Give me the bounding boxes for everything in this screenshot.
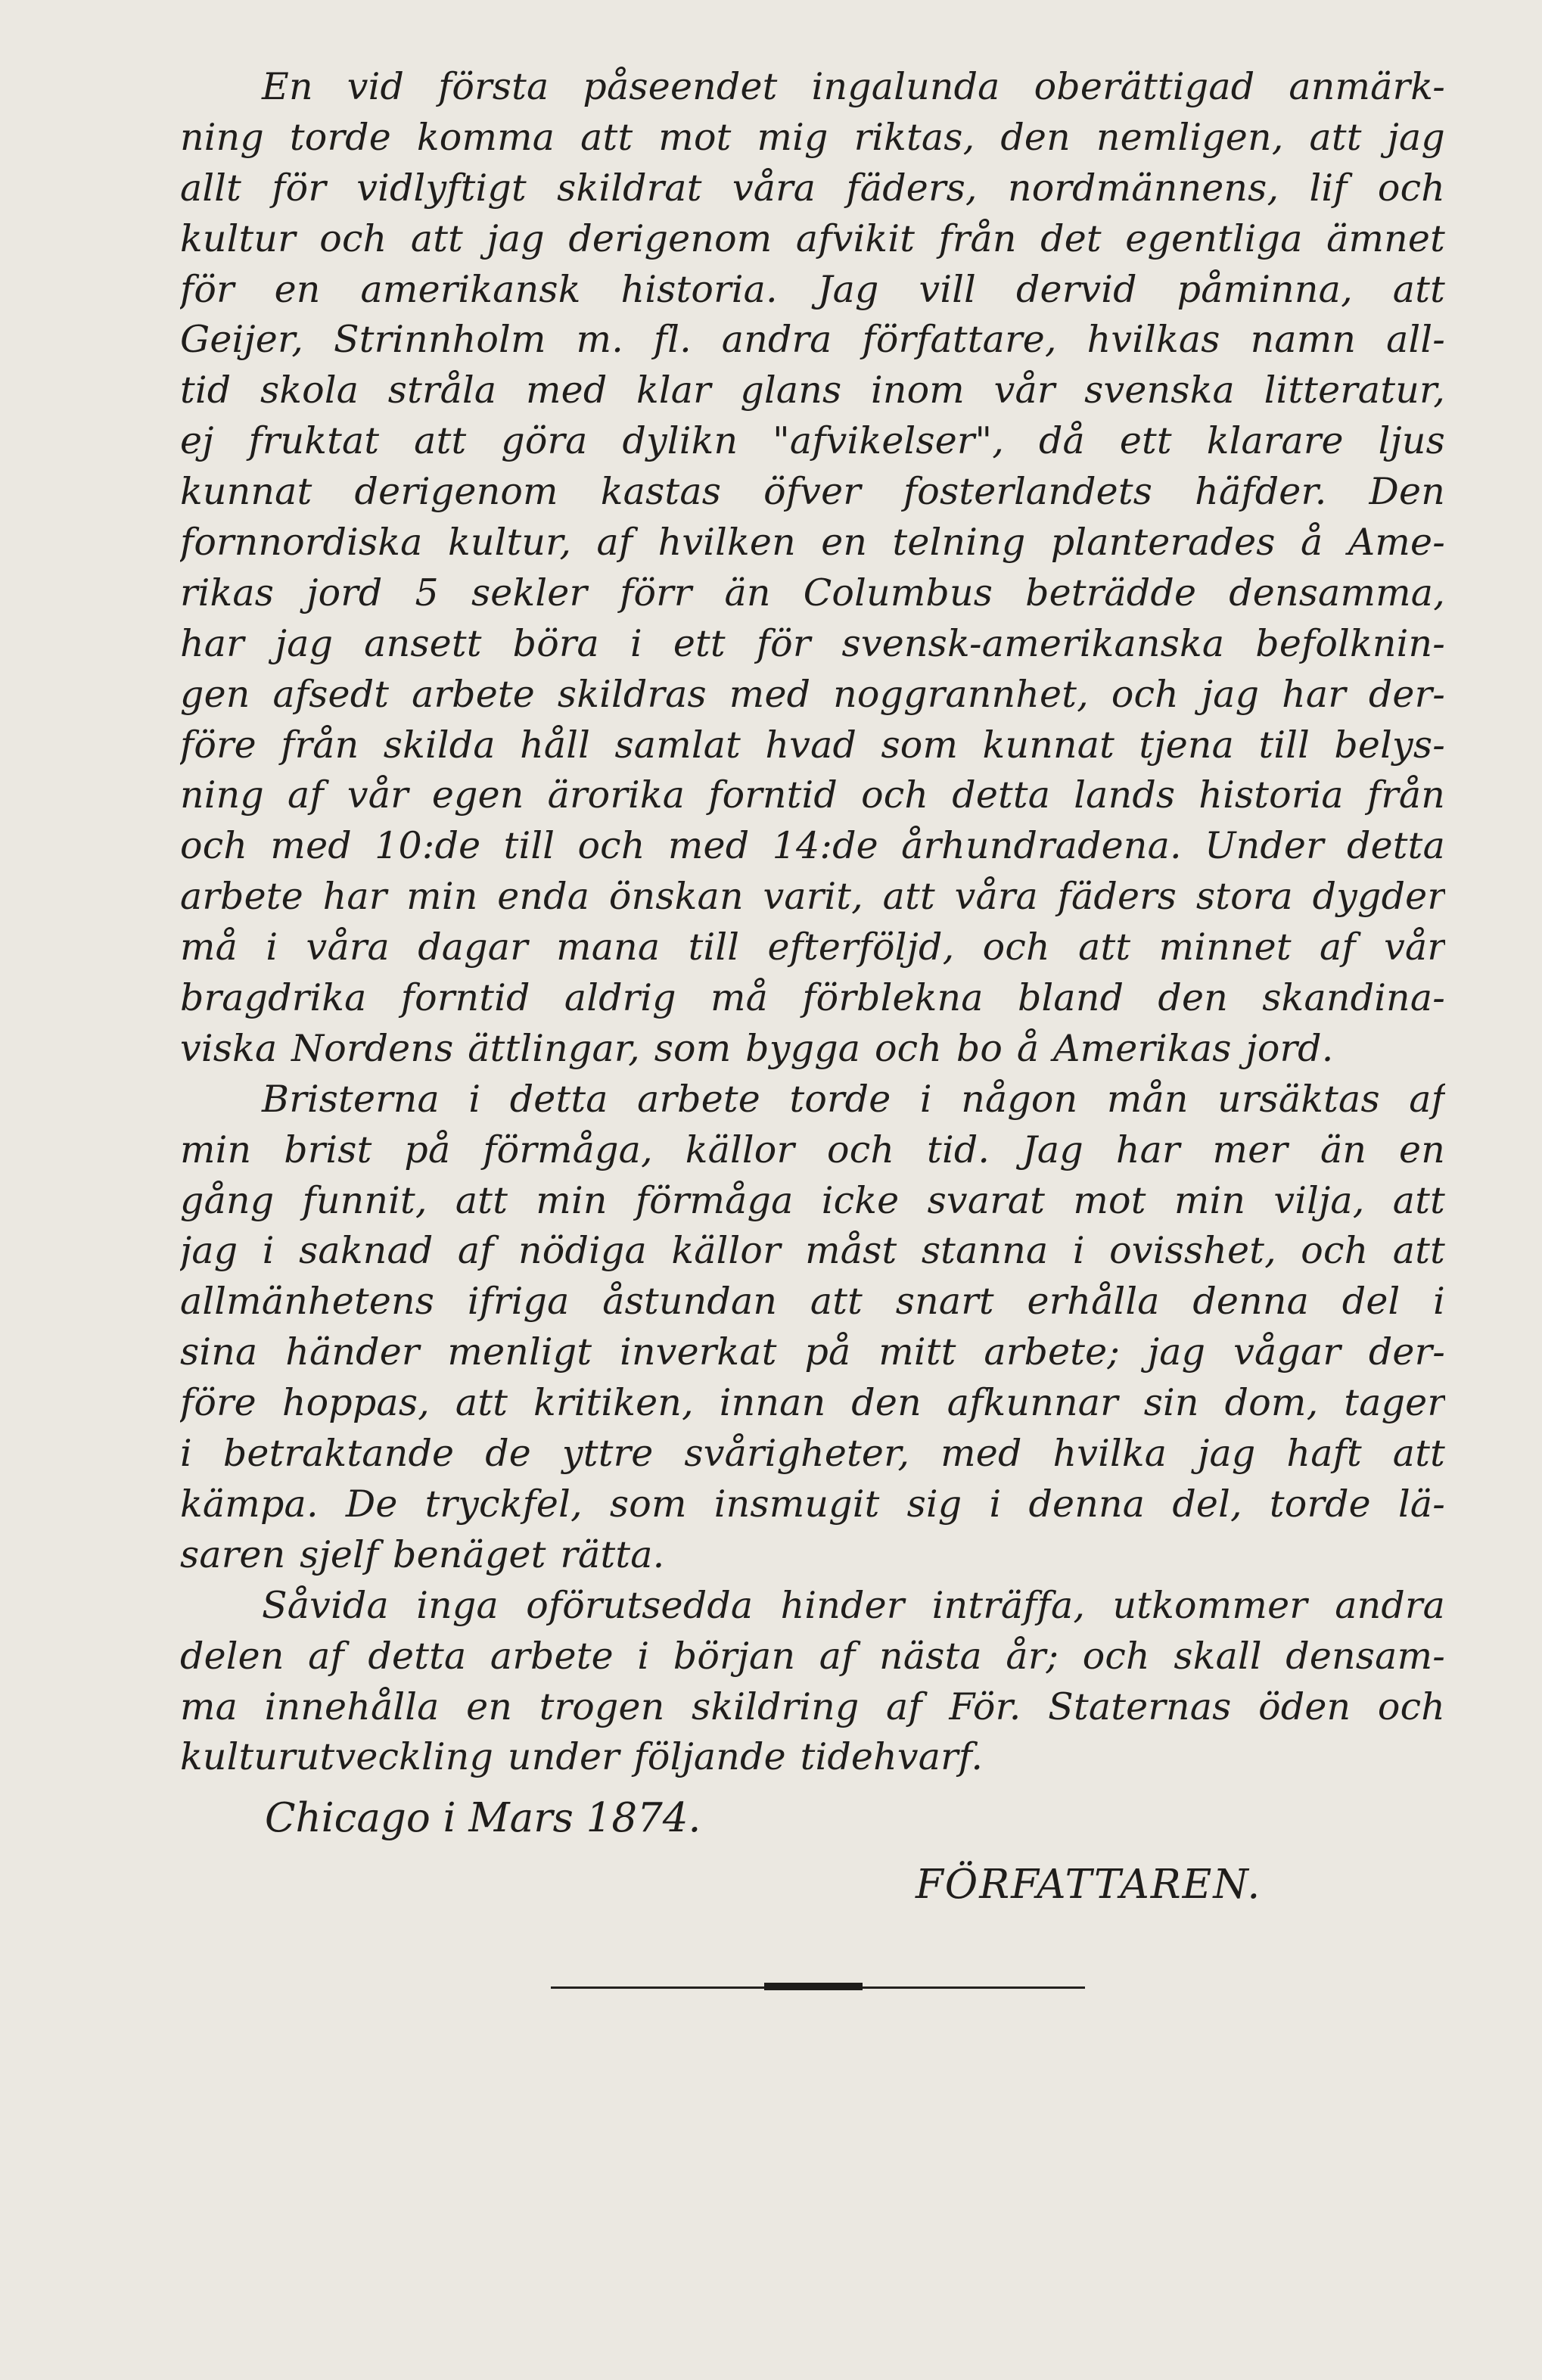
text-line: kultur och att jag derigenom afvikit från det egentliga ämnet [180,216,1445,260]
divider-ornament [764,1983,863,1990]
text-line: må i våra dagar mana till efterföljd, och att minnet af vår [180,926,1445,969]
text-line: kämpa. De tryckfel, som insmugit sig i denna del, torde lä- [180,1482,1445,1526]
text-line: i betraktande de yttre svårigheter, med hvilka jag haft att [180,1432,1445,1476]
text-line: fornnordiska kultur, af hvilken en telning planterades å Ame- [180,521,1445,565]
text-line: före från skilda håll samlat hvad som kunnat tjena till belys- [180,723,1445,767]
text-line: bragdrika forntid aldrig må förblekna bland den skandina- [180,976,1445,1020]
text-line: ej fruktat att göra dylikn "afvikelser", då ett klarare ljus [180,419,1445,463]
text-line: Geijer, Strinnholm m. fl. andra författare, hvilkas namn all- [180,318,1445,362]
text-line: viska Nordens ättlingar, som bygga och bo å Amerikas jord. [180,1026,1334,1070]
text-line: gen afsedt arbete skildras med noggrannhet, och jag har der- [180,672,1445,716]
text-line: allt för vidlyftigt skildrat våra fäders, nordmännens, lif och [180,166,1445,210]
text-line: sina händer menligt inverkat på mitt arbete; jag vågar der- [180,1330,1445,1374]
text-line: saren sjelf benäget rätta. [180,1532,665,1576]
text-line: har jag ansett böra i ett för svensk-amerikanska befolknin- [180,621,1445,665]
text-line: min brist på förmåga, källor och tid. Jag har mer än en [180,1128,1445,1171]
text-line: ning torde komma att mot mig riktas, den nemligen, att jag [180,115,1445,159]
text-line: delen af detta arbete i början af nästa år; och skall densam- [180,1634,1445,1678]
text-line: kunnat derigenom kastas öfver fosterlandets häfder. Den [180,470,1445,514]
text-line: ma innehålla en trogen skildring af För. Staternas öden och [180,1685,1445,1728]
text-line: gång funnit, att min förmåga icke svarat mot min vilja, att [180,1178,1445,1222]
text-line: En vid första påseendet ingalunda oberättigad anmärk- [262,65,1445,108]
text-line: ning af vår egen ärorika forntid och detta lands historia från [180,773,1445,817]
text-line: Bristerna i detta arbete torde i någon mån ursäktas af [262,1077,1445,1121]
text-line: jag i saknad af nödiga källor måst stanna i ovisshet, och att [180,1229,1445,1273]
text-line: före hoppas, att kritiken, innan den afkunnar sin dom, tager [180,1381,1445,1425]
text-line: Såvida inga oförutsedda hinder inträffa, utkommer andra [262,1583,1445,1627]
text-line: för en amerikansk historia. Jag vill dervid påminna, att [180,267,1445,311]
preface-text [180,62,1445,1783]
text-line: rikas jord 5 sekler förr än Columbus beträdde densamma, [180,571,1445,614]
text-line: kulturutveckling under följande tidehvarf. [180,1735,984,1779]
date-line: Chicago i Mars 1874. [265,1795,701,1841]
text-line: arbete har min enda önskan varit, att våra fäders stora dygder [180,875,1445,919]
author-signature: FÖRFATTAREN. [916,1862,1262,1908]
text-line: och med 10:de till och med 14:de århundradena. Under detta [180,824,1445,868]
text-line: tid skola stråla med klar glans inom vår svenska litteratur, [180,369,1445,412]
text-line: allmänhetens ifriga åstundan att snart erhålla denna del i [180,1280,1445,1324]
